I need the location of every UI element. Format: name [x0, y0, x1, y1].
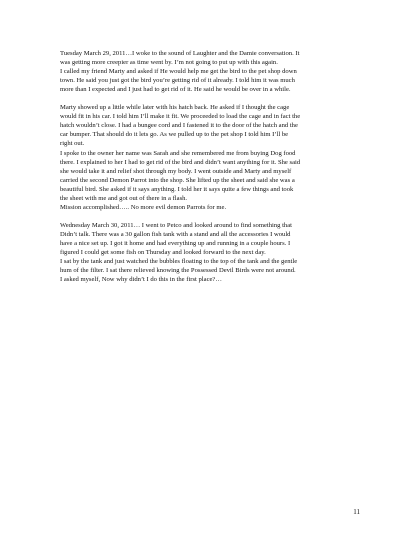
- text-line: I spoke to the owner her name was Sarah and she remembered me from buying Dog food: [60, 149, 296, 157]
- text-line: I called my friend Marty and asked if He would help me get the bird to the pet shop down: [60, 68, 297, 76]
- text-line: she would take it and relief shot through my body. I went outside and Marty and myself: [60, 167, 292, 175]
- text-line: Didn’t talk. There was a 30 gallon fish tank with a stand and all the accessories I would: [60, 230, 291, 238]
- text-line: figured I could get some fish on Thursday and looked forward to the next day.: [60, 249, 266, 257]
- text-line: carried the second Demon Parrot into the shop. She lifted up the sheet and said she was a: [60, 176, 295, 184]
- text-line: was getting more creepier as time went by. I’m not going to put up with this again.: [60, 59, 278, 67]
- text-line: town. He said you just got the bird you’re getting rid of it already. I told him it was much: [60, 77, 295, 85]
- text-line: there. I explained to her I had to get rid of the bird and didn’t want anything for it. She said: [60, 158, 301, 166]
- text-line: I sat by the tank and just watched the bubbles floating to the top of the tank and the gentle: [60, 258, 298, 266]
- text-line: Tuesday March 29, 2011…I woke to the sound of Laughter and the Damie conversation. It: [60, 50, 300, 57]
- page-number: 11: [353, 508, 360, 516]
- body-text: [60, 49, 370, 284]
- text-line: more than I expected and I just had to get rid of it. He said he would be over in a while.: [60, 86, 291, 94]
- text-line: beautiful bird. She asked if it says anything. I told her it says quite a few things and took: [60, 185, 294, 193]
- text-line: hum of the filter. I sat there relieved knowing the Possessed Devil Birds were not around.: [60, 267, 296, 275]
- text-line: would fit in his car. I told him I’ll make it fit. We proceeded to load the cage and in fact the: [60, 113, 301, 121]
- text-line: right out.: [60, 140, 85, 148]
- text-line: I asked myself, Now why didn’t I do this in the first place?…: [60, 276, 222, 284]
- text-line: Wednesday March 30, 2011… I went to Petco and looked around to find something that: [60, 221, 292, 229]
- text-line: the sheet with me and got out of there in a flash.: [60, 194, 188, 202]
- text-line: car bumper. That should do it lets go. As we pulled up to the pet shop I told him I’ll be: [60, 131, 289, 139]
- paragraph-tuesday: [60, 49, 370, 94]
- text-line: Mission accomplished….. No more evil demon Parrots for me.: [60, 203, 227, 211]
- text-line: Marty showed up a little while later with his hatch back. He asked if I thought the cage: [60, 104, 290, 112]
- paragraph-marty-pet-shop: [60, 103, 370, 212]
- paragraph-wednesday: [60, 221, 370, 284]
- text-line: hatch wouldn’t close. I had a bungee cord and I fastened it to the door of the hatch and the: [60, 122, 298, 130]
- text-line: have a nice set up. I got it home and had everything up and running in a couple hours. I: [60, 239, 291, 247]
